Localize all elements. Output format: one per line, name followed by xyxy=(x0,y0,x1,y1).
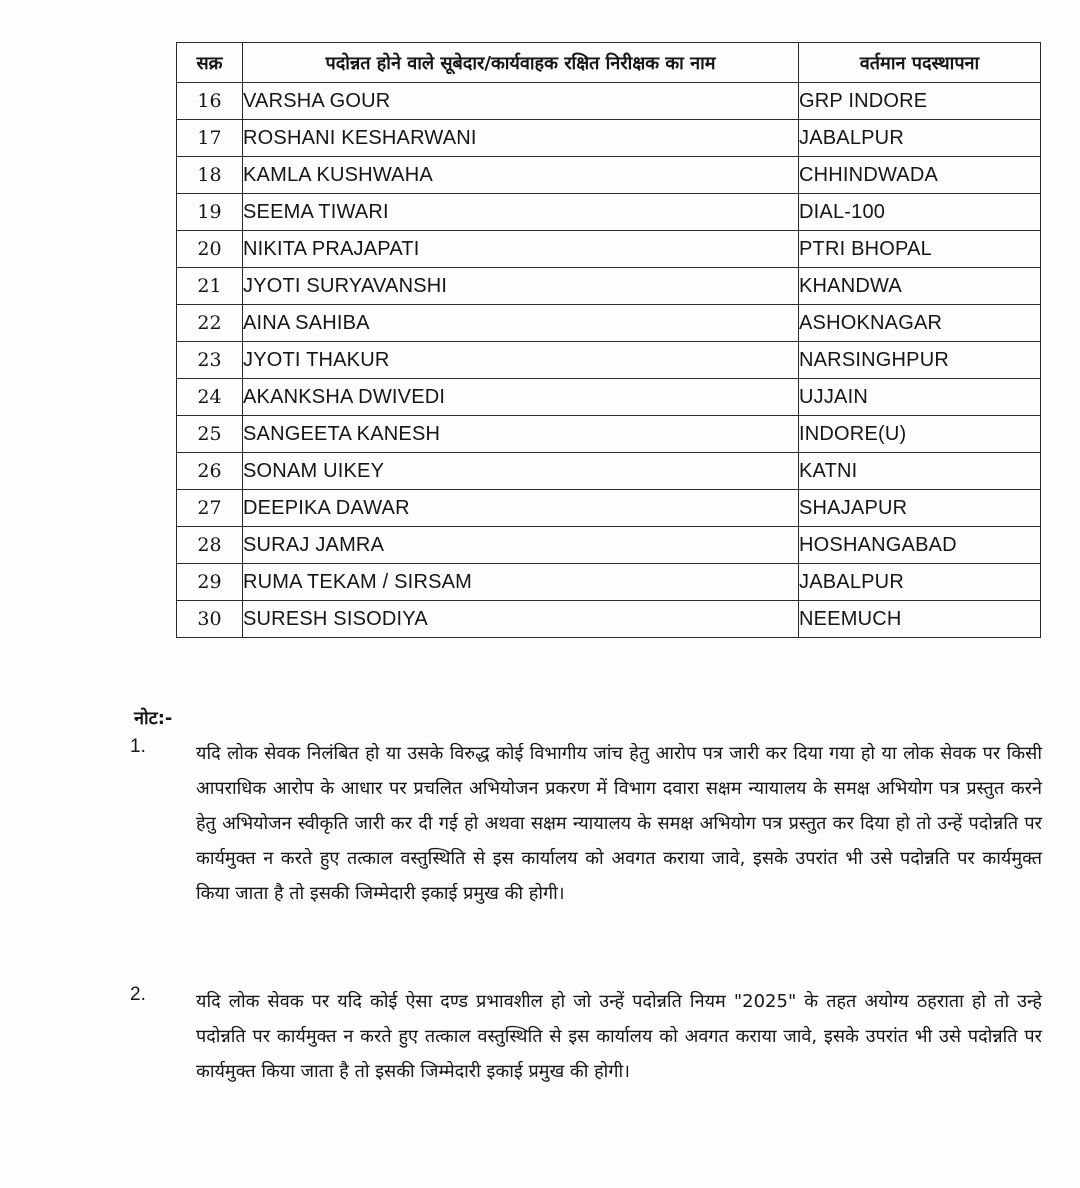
serial-cell: 30 xyxy=(177,601,243,638)
posting-cell: SHAJAPUR xyxy=(799,490,1041,527)
name-cell: JYOTI THAKUR xyxy=(243,342,799,379)
promotion-roster-table xyxy=(176,42,1041,638)
table-row xyxy=(177,416,1041,453)
posting-cell: HOSHANGABAD xyxy=(799,527,1041,564)
name-cell: SANGEETA KANESH xyxy=(243,416,799,453)
name-cell: AINA SAHIBA xyxy=(243,305,799,342)
serial-cell: 27 xyxy=(177,490,243,527)
serial-cell: 20 xyxy=(177,231,243,268)
name-cell: SEEMA TIWARI xyxy=(243,194,799,231)
posting-cell: ASHOKNAGAR xyxy=(799,305,1041,342)
name-cell: SONAM UIKEY xyxy=(243,453,799,490)
table-header-row xyxy=(177,43,1041,83)
serial-cell: 29 xyxy=(177,564,243,601)
name-cell: NIKITA PRAJAPATI xyxy=(243,231,799,268)
table-row xyxy=(177,490,1041,527)
table-row xyxy=(177,453,1041,490)
serial-cell: 17 xyxy=(177,120,243,157)
note-text: यदि लोक सेवक निलंबित हो या उसके विरुद्ध कोई विभागीय जांच हेतु आरोप पत्र जारी कर दिया गया हो या लोक सेवक पर किसी आपराधिक आरोप के आधार पर प्रचलित अभियोजन प्रकरण में विभाग दवारा सक्षम न्यायालय के समक्ष अभियोग पत्र प्रस्तुत करने हेतु अभियोजन स्वीकृति जारी कर दी गई हो अथवा सक्षम न्यायालय के समक्ष अभियोग पत्र प्रस्तुत कर दिया हो तो उन्हें पदोन्नति पर कार्यमुक्त न करते हुए तत्काल वस्तुस्थिति से इस कार्यालय को अवगत कराया जावे, इसके उपरांत भी उसे पदोन्नति पर कार्यमुक्त किया जाता है तो इसकी जिम्मेदारी इकाई प्रमुख की होगी। xyxy=(196,743,1042,904)
posting-cell: KHANDWA xyxy=(799,268,1041,305)
name-cell: DEEPIKA DAWAR xyxy=(243,490,799,527)
posting-cell: NEEMUCH xyxy=(799,601,1041,638)
posting-column-header: वर्तमान पदस्थापना xyxy=(799,43,1041,83)
posting-cell: JABALPUR xyxy=(799,564,1041,601)
table-row xyxy=(177,305,1041,342)
note-text: यदि लोक सेवक पर यदि कोई ऐसा दण्ड प्रभावशील हो जो उन्हें पदोन्नति नियम "2025" के तहत अयोग्य ठहराता हो तो उन्हे पदोन्नति पर कार्यमुक्त न करते हुए तत्काल वस्तुस्थिति से इस कार्यालय को अवगत कराया जावे, इसके उपरांत भी उसे पदोन्नति पर कार्यमुक्त किया जाता है तो इसकी जिम्मेदारी इकाई प्रमुख की होगी। xyxy=(196,991,1042,1082)
name-cell: KAMLA KUSHWAHA xyxy=(243,157,799,194)
table-row xyxy=(177,564,1041,601)
table-row xyxy=(177,601,1041,638)
name-cell: ROSHANI KESHARWANI xyxy=(243,120,799,157)
table-row xyxy=(177,194,1041,231)
serial-cell: 28 xyxy=(177,527,243,564)
posting-cell: NARSINGHPUR xyxy=(799,342,1041,379)
name-cell: JYOTI SURYAVANSHI xyxy=(243,268,799,305)
name-cell: AKANKSHA DWIVEDI xyxy=(243,379,799,416)
table-row xyxy=(177,268,1041,305)
serial-cell: 23 xyxy=(177,342,243,379)
posting-cell: UJJAIN xyxy=(799,379,1041,416)
table-row xyxy=(177,527,1041,564)
serial-cell: 24 xyxy=(177,379,243,416)
serial-cell: 21 xyxy=(177,268,243,305)
name-cell: RUMA TEKAM / SIRSAM xyxy=(243,564,799,601)
posting-cell: PTRI BHOPAL xyxy=(799,231,1041,268)
serial-cell: 18 xyxy=(177,157,243,194)
name-column-header: पदोन्नत होने वाले सूबेदार/कार्यवाहक रक्षित निरीक्षक का नाम xyxy=(243,43,799,83)
posting-cell: CHHINDWADA xyxy=(799,157,1041,194)
serial-cell: 25 xyxy=(177,416,243,453)
serial-column-header: सक्र xyxy=(177,43,243,83)
note-number: 2. xyxy=(130,984,146,1005)
serial-cell: 16 xyxy=(177,83,243,120)
name-cell: SURESH SISODIYA xyxy=(243,601,799,638)
note-number: 1. xyxy=(130,736,146,757)
posting-cell: JABALPUR xyxy=(799,120,1041,157)
name-cell: VARSHA GOUR xyxy=(243,83,799,120)
table-row xyxy=(177,120,1041,157)
notes-heading: नोट:- xyxy=(134,708,173,729)
posting-cell: GRP INDORE xyxy=(799,83,1041,120)
posting-cell: KATNI xyxy=(799,453,1041,490)
table-row xyxy=(177,342,1041,379)
table-row xyxy=(177,231,1041,268)
posting-cell: INDORE(U) xyxy=(799,416,1041,453)
table-row xyxy=(177,379,1041,416)
name-cell: SURAJ JAMRA xyxy=(243,527,799,564)
serial-cell: 26 xyxy=(177,453,243,490)
serial-cell: 19 xyxy=(177,194,243,231)
serial-cell: 22 xyxy=(177,305,243,342)
table-row xyxy=(177,83,1041,120)
posting-cell: DIAL-100 xyxy=(799,194,1041,231)
table-row xyxy=(177,157,1041,194)
